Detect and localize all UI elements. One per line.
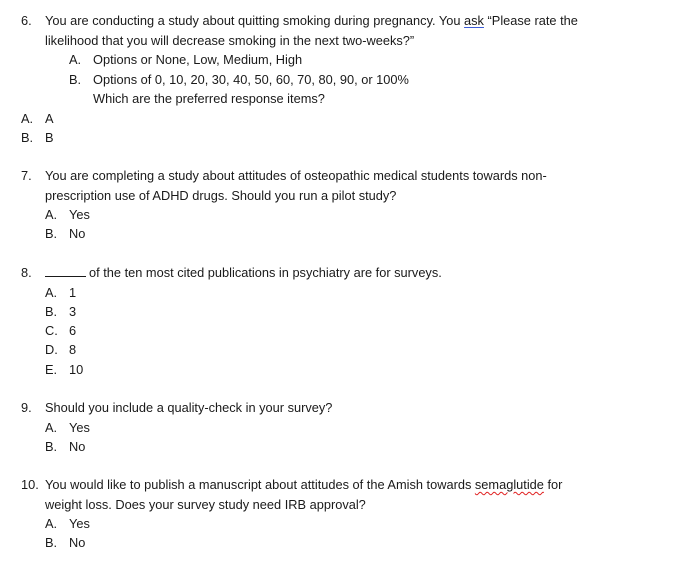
sub-item-text: Options of 0, 10, 20, 30, 40, 50, 60, 70, 80, 90, or 100% [93, 72, 409, 87]
option-text: 3 [69, 304, 77, 319]
option-text: No [69, 226, 86, 241]
option-text: Yes [69, 420, 90, 435]
option-text: No [69, 439, 86, 454]
question-number: 7. [21, 168, 32, 183]
fill-in-blank [45, 264, 86, 277]
underlined-word: ask [464, 13, 484, 28]
option-letter: A. [45, 285, 58, 300]
question-number: 8. [21, 265, 32, 280]
option-text: 8 [69, 342, 77, 357]
option-letter: A. [45, 516, 58, 531]
option-letter: C. [45, 323, 58, 338]
option-letter: B. [45, 226, 58, 241]
question-text-line-1: You are conducting a study about quitting smoking during pregnancy. You ask “Please rate the [45, 13, 578, 28]
sub-item-text: Options or None, Low, Medium, High [93, 52, 303, 67]
question-text-line-1: of the ten most cited publications in psychiatry are for surveys. [45, 263, 442, 282]
option-letter: B. [45, 535, 58, 550]
question-text-line-1: Should you include a quality-check in your survey? [45, 400, 333, 415]
question-number: 10. [21, 477, 39, 492]
option-text: 6 [69, 323, 77, 338]
question-text-line-1: You are completing a study about attitudes of osteopathic medical students towards non- [45, 168, 547, 183]
option-text: No [69, 535, 86, 550]
question-prompt: Which are the preferred response items? [93, 91, 325, 106]
sub-item-letter: A. [69, 52, 82, 67]
option-text: B [45, 130, 54, 145]
option-letter: B. [45, 439, 58, 454]
question-text-line-2: likelihood that you will decrease smoking in the next two-weeks?” [45, 33, 415, 48]
question-text-line-2: prescription use of ADHD drugs. Should you run a pilot study? [45, 188, 397, 203]
spellcheck-flagged-word: semaglutide [474, 477, 544, 492]
option-letter: A. [21, 111, 34, 126]
option-letter: A. [45, 420, 58, 435]
option-letter: D. [45, 342, 58, 357]
option-text: A [45, 111, 54, 126]
option-letter: E. [45, 362, 58, 377]
question-text-line-2: weight loss. Does your survey study need IRB approval? [45, 497, 366, 512]
question-text-line-1: You would like to publish a manuscript about attitudes of the Amish towards semaglutide for [45, 477, 563, 492]
option-text: Yes [69, 516, 90, 531]
option-text: Yes [69, 207, 90, 222]
option-text: 10 [69, 362, 84, 377]
option-letter: B. [45, 304, 58, 319]
option-letter: A. [45, 207, 58, 222]
question-number: 9. [21, 400, 32, 415]
question-number: 6. [21, 13, 32, 28]
option-letter: B. [21, 130, 34, 145]
option-text: 1 [69, 285, 77, 300]
sub-item-letter: B. [69, 72, 82, 87]
